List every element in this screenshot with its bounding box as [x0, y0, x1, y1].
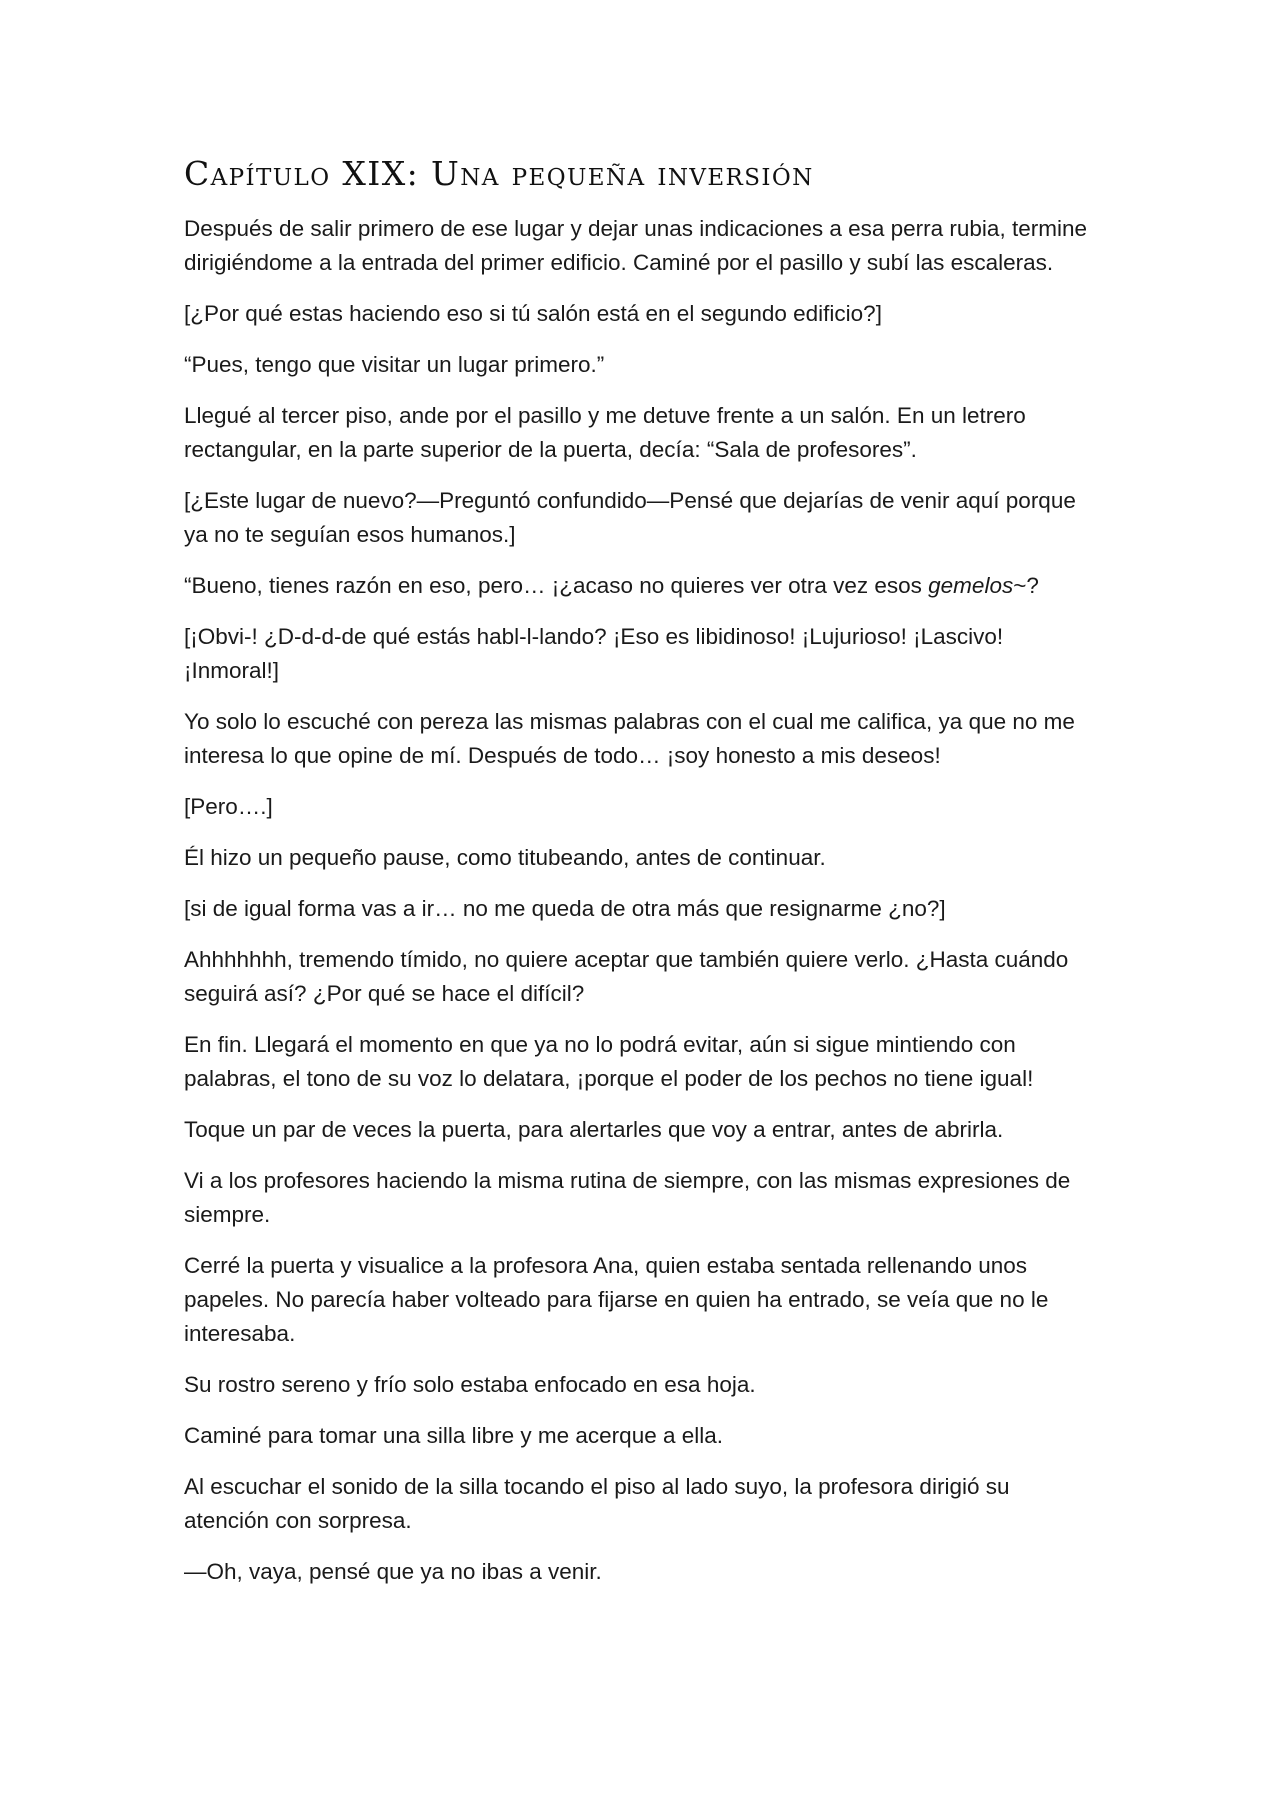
paragraph: Ahhhhhhh, tremendo tímido, no quiere aceptar que también quiere verlo. ¿Hasta cuándo seguirá así? ¿Por qué se hace el difícil? — [184, 947, 1069, 1006]
paragraph: Cerré la puerta y visualice a la profesora Ana, quien estaba sentada rellenando unos papeles. No parecía haber volteado para fijarse en quien ha entrado, se veía que no le interesaba. — [184, 1253, 1049, 1346]
paragraph: “Pues, tengo que visitar un lugar primero.” — [184, 352, 605, 377]
paragraph-with-emphasis — [184, 569, 1096, 603]
paragraph: [si de igual forma vas a ir… no me queda de otra más que resignarme ¿no?] — [184, 896, 946, 921]
paragraph: [¿Por qué estas haciendo eso si tú salón está en el segundo edificio?] — [184, 301, 882, 326]
paragraph: [¡Obvi-! ¿D-d-d-de qué estás habl-l-lando? ¡Eso es libidinoso! ¡Lujurioso! ¡Lascivo! ¡Inmoral!] — [184, 624, 1004, 683]
paragraph: Su rostro sereno y frío solo estaba enfocado en esa hoja. — [184, 1372, 756, 1397]
paragraph: Después de salir primero de ese lugar y dejar unas indicaciones a esa perra rubia, termine dirigiéndome a la entrada del primer edificio. Caminé por el pasillo y subí las escaleras. — [184, 216, 1087, 275]
paragraph: En fin. Llegará el momento en que ya no lo podrá evitar, aún si sigue mintiendo con palabras, el tono de su voz lo delatara, ¡porque el poder de los pechos no tiene igual! — [184, 1032, 1034, 1091]
document-page — [184, 152, 1096, 1606]
paragraph: Llegué al tercer piso, ande por el pasillo y me detuve frente a un salón. En un letrero rectangular, en la parte superior de la puerta, decía: “Sala de profesores”. — [184, 403, 1026, 462]
paragraph: Él hizo un pequeño pause, como titubeando, antes de continuar. — [184, 845, 826, 870]
paragraph: Al escuchar el sonido de la silla tocando el piso al lado suyo, la profesora dirigió su atención con sorpresa. — [184, 1474, 1010, 1533]
paragraph: [¿Este lugar de nuevo?—Preguntó confundido—Pensé que dejarías de venir aquí porque ya no te seguían esos humanos.] — [184, 488, 1076, 547]
paragraph: Toque un par de veces la puerta, para alertarles que voy a entrar, antes de abrirla. — [184, 1117, 1004, 1142]
paragraph: —Oh, vaya, pensé que ya no ibas a venir. — [184, 1559, 602, 1584]
emphasized-word: gemelos — [928, 573, 1014, 598]
paragraph-text: “Bueno, tienes razón en eso, pero… ¡¿acaso no quieres ver otra vez esos — [184, 573, 929, 598]
paragraph: [Pero….] — [184, 794, 273, 819]
paragraph: Vi a los profesores haciendo la misma rutina de siempre, con las mismas expresiones de siempre. — [184, 1168, 1071, 1227]
paragraph: Caminé para tomar una silla libre y me acerque a ella. — [184, 1423, 724, 1448]
paragraph-text: ~? — [1013, 573, 1039, 598]
paragraph: Yo solo lo escuché con pereza las mismas palabras con el cual me califica, ya que no me interesa lo que opine de mí. Después de todo… ¡soy honesto a mis deseos! — [184, 709, 1075, 768]
chapter-title: Capítulo XIX: Una pequeña inversión — [184, 154, 814, 193]
